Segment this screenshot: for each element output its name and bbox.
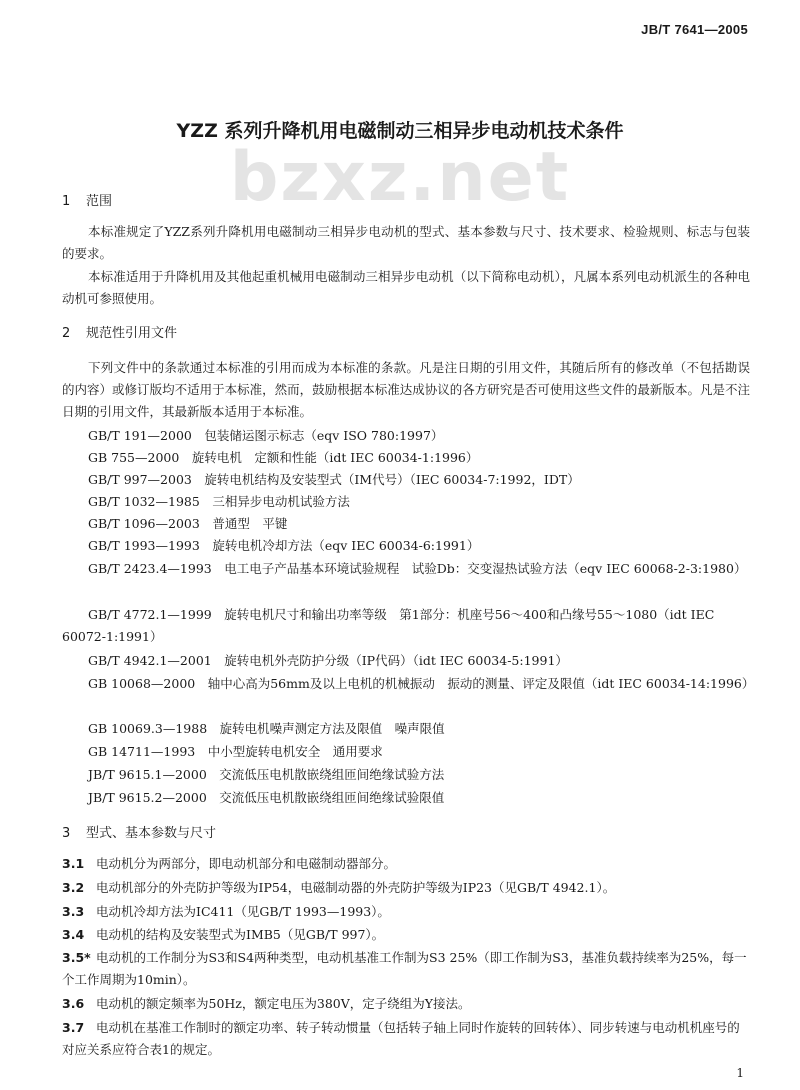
- reference-item: GB 14711—1993 中小型旋转电机安全 通用要求: [88, 744, 383, 759]
- section-3-heading: [62, 822, 216, 841]
- reference-item: JB/T 9615.1—2000 交流低压电机散嵌绕组匝间绝缘试验方法: [88, 767, 445, 782]
- clause-number: 3.6: [62, 996, 85, 1011]
- watermark: bzxz.net: [229, 138, 571, 217]
- section-number: 1: [62, 194, 71, 209]
- reference-item: GB/T 4772.1—1999 旋转电机尺寸和输出功率等级 第1部分：机座号56～400和凸缘号55～1080（idt IEC 60072-1:1991）: [62, 607, 715, 644]
- section-1-heading: [62, 190, 112, 209]
- clause-text: 电动机的工作制分为S3和S4两种类型，电动机基准工作制为S3 25%（即工作制为S3，基准负载持续率为25%，每一个工作周期为10min）。: [62, 950, 747, 987]
- clause-text: 电动机部分的外壳防护等级为IP54，电磁制动器的外壳防护等级为IP23（见GB/T 4942.1）。: [96, 880, 616, 895]
- clause-item: [62, 901, 750, 923]
- reference-item: GB 10069.3—1988 旋转电机噪声测定方法及限值 噪声限值: [88, 721, 445, 736]
- clause-number: 3.1: [62, 856, 85, 871]
- reference-item: GB 10068—2000 轴中心高为56mm及以上电机的机械振动 振动的测量、评定及限值（idt IEC 60034-14:1996）: [88, 676, 755, 691]
- section-number: 3: [62, 826, 71, 841]
- section-title: 范围: [86, 194, 113, 209]
- page-number: 1: [736, 1066, 744, 1080]
- clause-number: 3.3: [62, 904, 85, 919]
- clause-text: 电动机冷却方法为IC411（见GB/T 1993—1993）。: [96, 904, 390, 919]
- clause-number: 3.2: [62, 880, 85, 895]
- clause-item: [62, 947, 750, 991]
- standard-code: JB/T 7641—2005: [641, 22, 748, 37]
- reference-item: GB/T 1993—1993 旋转电机冷却方法（eqv IEC 60034-6:1991）: [88, 538, 480, 553]
- clause-number: 3.7: [62, 1020, 85, 1035]
- section-title: 规范性引用文件: [86, 326, 178, 341]
- clause-text: 电动机在基准工作制时的额定功率、转子转动惯量（包括转子轴上同时作旋转的回转体）、同步转速与电动机机座号的对应关系应符合表1的规定。: [62, 1020, 740, 1057]
- clause-item: [62, 853, 750, 875]
- section-1-paragraph: 本标准适用于升降机用及其他起重机械用电磁制动三相异步电动机（以下简称电动机），凡属本系列电动机派生的各种电动机可参照使用。: [62, 269, 750, 306]
- reference-item: GB/T 997—2003 旋转电机结构及安装型式（IM代号）（IEC 60034-7:1992，IDT）: [88, 472, 580, 487]
- section-1-paragraph: 本标准规定了YZZ系列升降机用电磁制动三相异步电动机的型式、基本参数与尺寸、技术要求、检验规则、标志与包装的要求。: [62, 224, 750, 261]
- reference-item: GB 755—2000 旋转电机 定额和性能（idt IEC 60034-1:1996）: [88, 450, 479, 465]
- clause-text: 电动机的额定频率为50Hz，额定电压为380V，定子绕组为Y接法。: [96, 996, 471, 1011]
- clause-text: 电动机分为两部分，即电动机部分和电磁制动器部分。: [96, 856, 397, 871]
- section-title: 型式、基本参数与尺寸: [86, 826, 217, 841]
- reference-item: JB/T 9615.2—2000 交流低压电机散嵌绕组匝间绝缘试验限值: [88, 790, 445, 805]
- section-2-intro: 下列文件中的条款通过本标准的引用而成为本标准的条款。凡是注日期的引用文件，其随后所有的修改单（不包括勘误的内容）或修订版均不适用于本标准，然而，鼓励根据本标准达成协议的各方研究是否可使用这些文件的最新版本。凡是不注日期的引用文件，其最新版本适用于本标准。: [62, 360, 750, 419]
- document-title: YZZ 系列升降机用电磁制动三相异步电动机技术条件: [176, 120, 624, 142]
- section-2-heading: [62, 322, 177, 341]
- section-number: 2: [62, 326, 71, 341]
- reference-item: GB/T 2423.4—1993 电工电子产品基本环境试验规程 试验Db：交变湿热试验方法（eqv IEC 60068-2-3:1980）: [88, 561, 747, 576]
- clause-number: 3.5*: [62, 950, 91, 965]
- clause-text: 电动机的结构及安装型式为IMB5（见GB/T 997）。: [96, 927, 385, 942]
- clause-item: [62, 1017, 750, 1061]
- reference-item: GB/T 1096—2003 普通型 平键: [88, 516, 288, 531]
- clause-number: 3.4: [62, 927, 85, 942]
- reference-item: GB/T 191—2000 包装储运图示标志（eqv ISO 780:1997）: [88, 428, 444, 443]
- reference-item: GB/T 4942.1—2001 旋转电机外壳防护分级（IP代码）（idt IEC 60034-5:1991）: [88, 653, 568, 668]
- reference-item: GB/T 1032—1985 三相异步电动机试验方法: [88, 494, 350, 509]
- clause-item: [62, 993, 750, 1015]
- clause-item: [62, 877, 750, 899]
- clause-item: [62, 924, 750, 946]
